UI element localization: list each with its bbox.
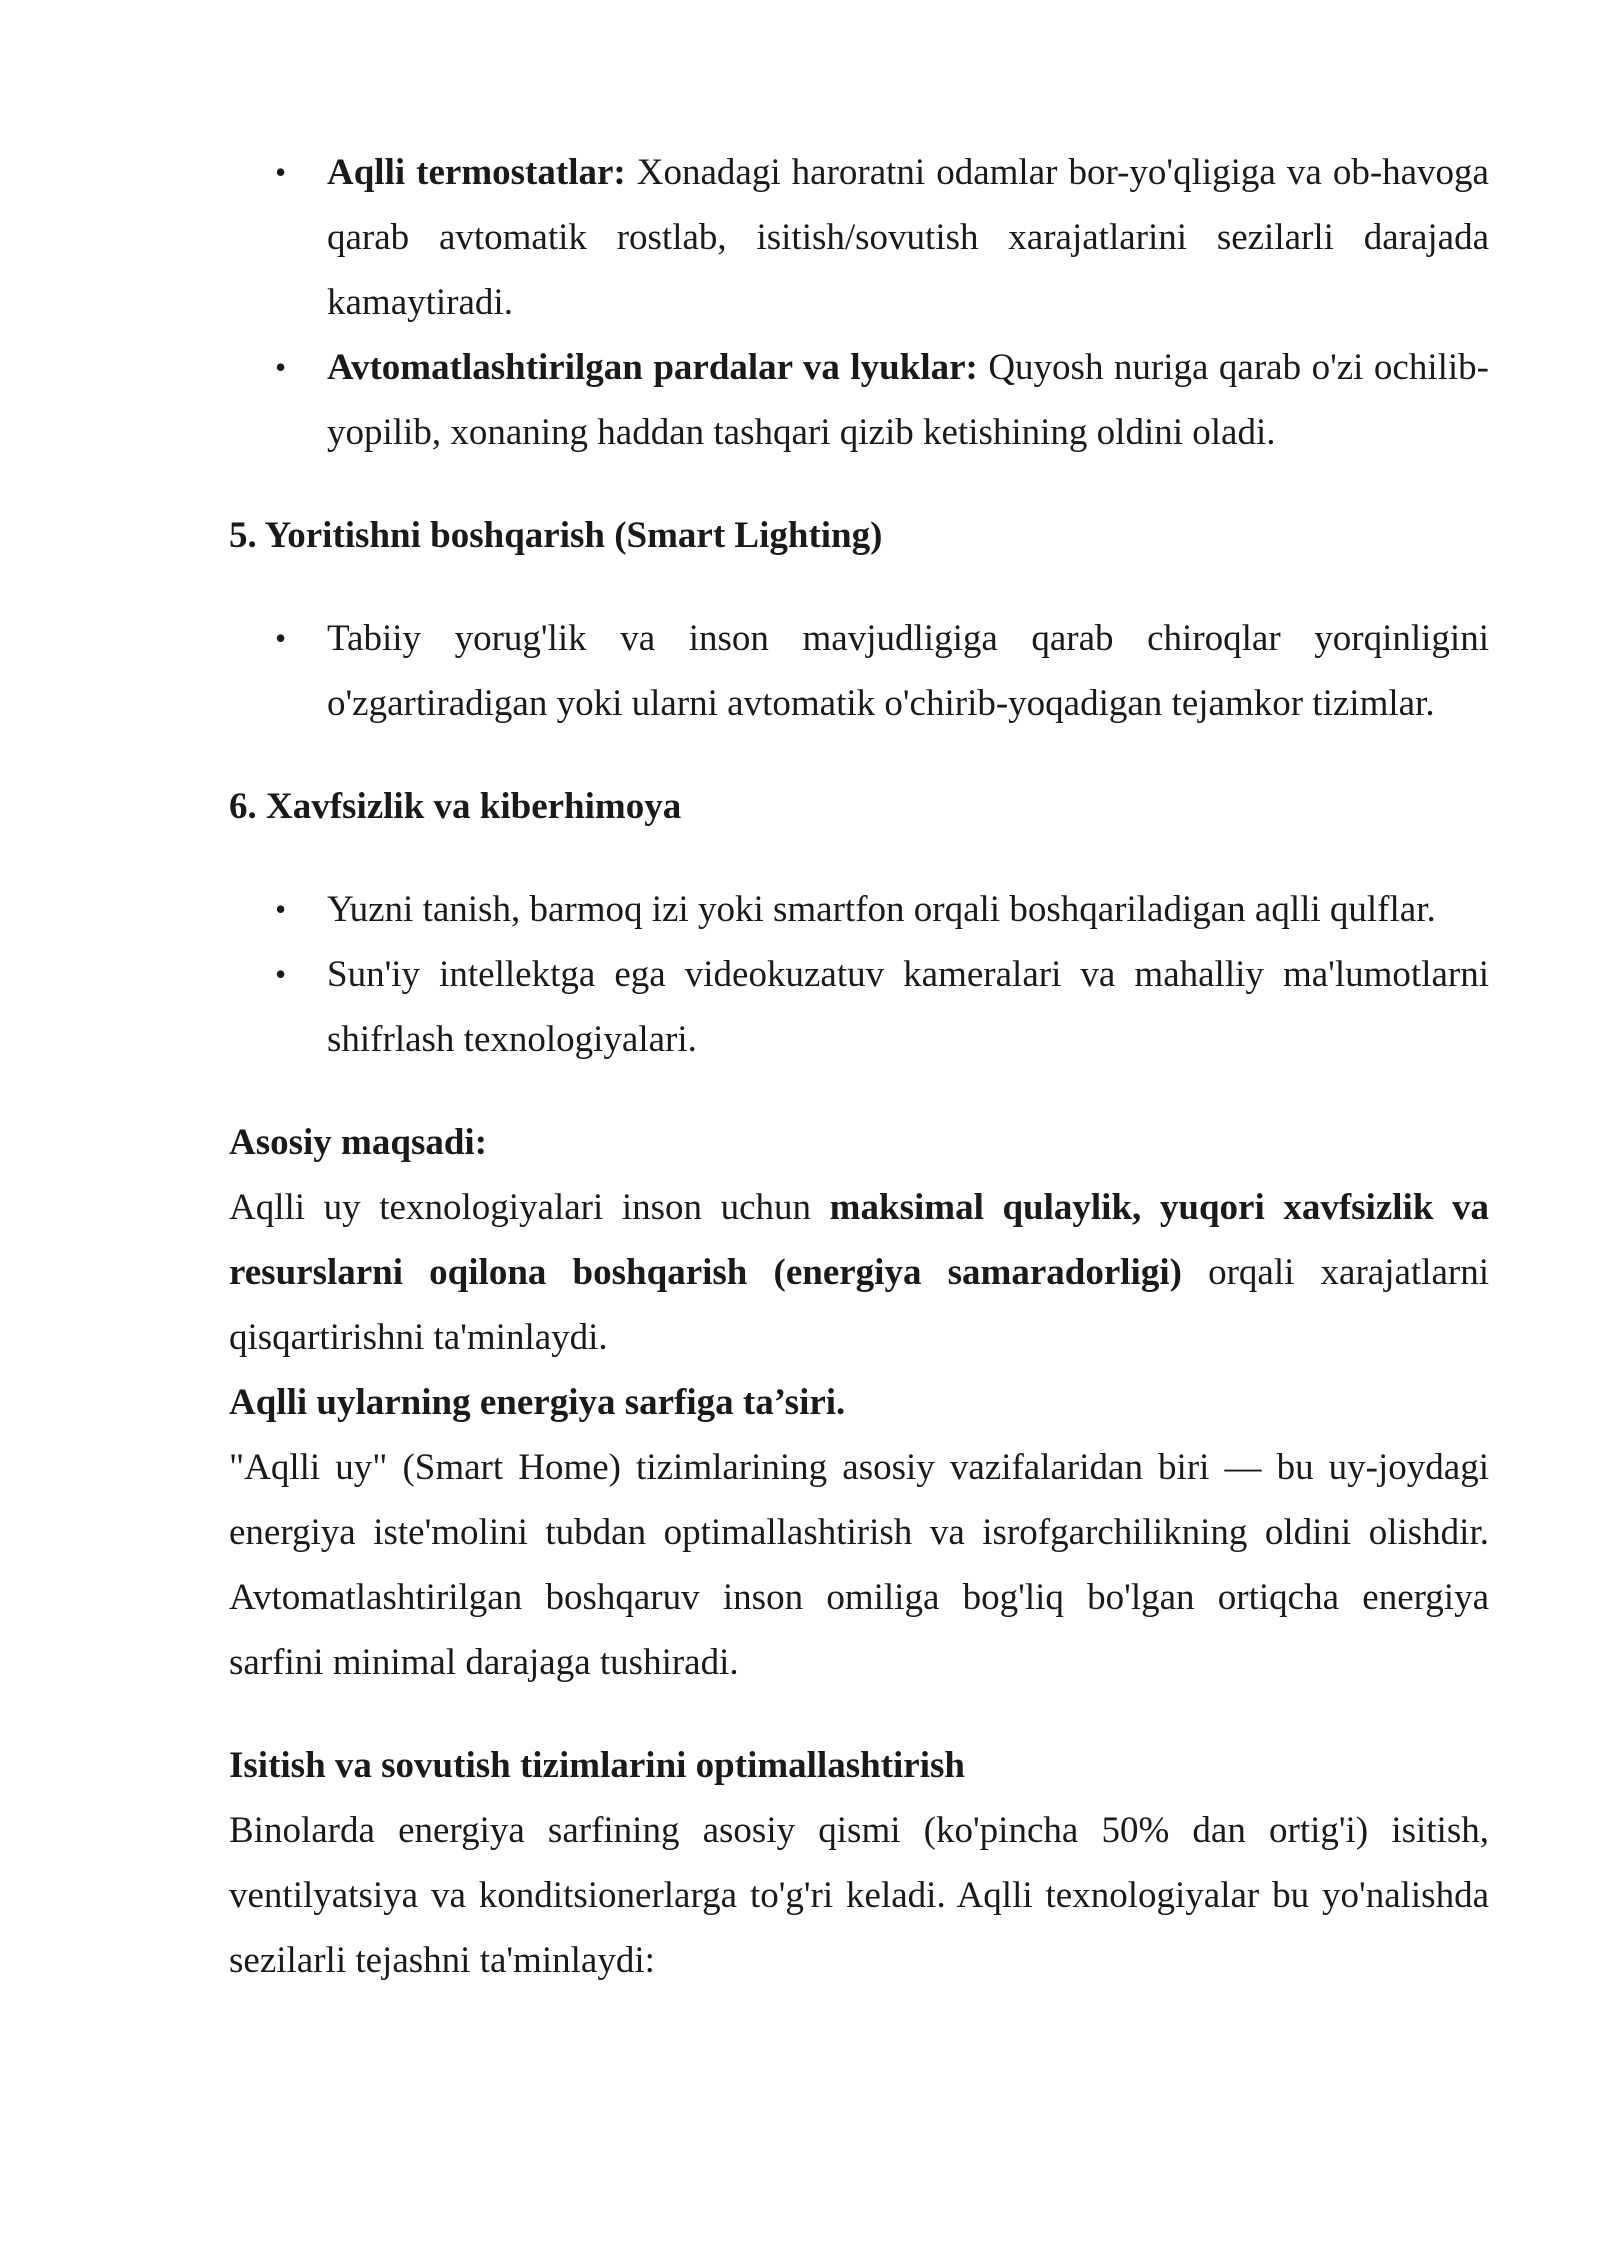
goal-text-start: Aqlli uy texnologiyalari inson uchun [229,1187,830,1228]
hvac-heading: Isitish va sovutish tizimlarini optimallashtirish [229,1745,965,1786]
security-bullet-list [229,877,1489,1072]
section-heading-lighting: 5. Yoritishni boshqarish (Smart Lighting) [229,515,883,556]
goal-paragraph [229,1175,1489,1370]
bullet-term: Avtomatlashtirilgan pardalar va lyuklar: [327,347,978,388]
goal-text-end: orqali xarajatlarni qisqartirishni ta'minlaydi. [229,1252,1489,1358]
hvac-paragraph: Binolarda energiya sarfining asosiy qismi (ko'pincha 50% dan ortig'i) isitish, ventilyatsiya va konditsionerlarga to'g'ri keladi. Aqlli texnologiyalar bu yo'nalishda sezilarli tejashni ta'minlaydi: [229,1810,1489,1981]
document-page [229,140,1489,1993]
goal-heading: Asosiy maqsadi: [229,1122,488,1163]
energy-heading: Aqlli uylarning energiya sarfiga ta’siri. [229,1382,846,1423]
list-item: • Yuzni tanish, barmoq izi yoki smartfon orqali boshqariladigan aqlli qulflar. [229,877,1489,942]
list-item [229,140,1489,335]
section-heading-security: 6. Xavfsizlik va kiberhimoya [229,786,682,827]
lighting-bullet-list [229,606,1489,736]
bullet-term: Aqlli termostatlar: [327,152,626,193]
list-item: • Tabiiy yorug'lik va inson mavjudligiga qarab chiroqlar yorqinligini o'zgartiradigan yoki ularni avtomatik o'chirib-yoqadigan tejamkor tizimlar. [229,606,1489,736]
bullet-text: Xonadagi haroratni odamlar bor-yo'qligiga va ob-havoga qarab avtomatik rostlab, isitish/sovutish xarajatlarini sezilarli darajada kamaytiradi. [327,152,1489,323]
top-bullet-list [229,140,1489,465]
list-item: • Sun'iy intellektga ega videokuzatuv kameralari va mahalliy ma'lumotlarni shifrlash texnologiyalari. [229,942,1489,1072]
energy-paragraph: "Aqlli uy" (Smart Home) tizimlarining asosiy vazifalaridan biri — bu uy-joydagi energiya iste'molini tubdan optimallashtirish va isrofgarchilikning oldini olishdir. Avtomatlashtirilgan boshqaruv inson omiliga bog'liq bo'lgan ortiqcha energiya sarfini minimal darajaga tushiradi. [229,1447,1489,1683]
goal-text-bold: maksimal qulaylik, yuqori xavfsizlik va resurslarni oqilona boshqarish (energiya samaradorligi) [229,1187,1489,1293]
bullet-text: Quyosh nuriga qarab o'zi ochilib-yopilib, xonaning haddan tashqari qizib ketishining oldini oladi. [327,347,1489,453]
list-item [229,335,1489,465]
